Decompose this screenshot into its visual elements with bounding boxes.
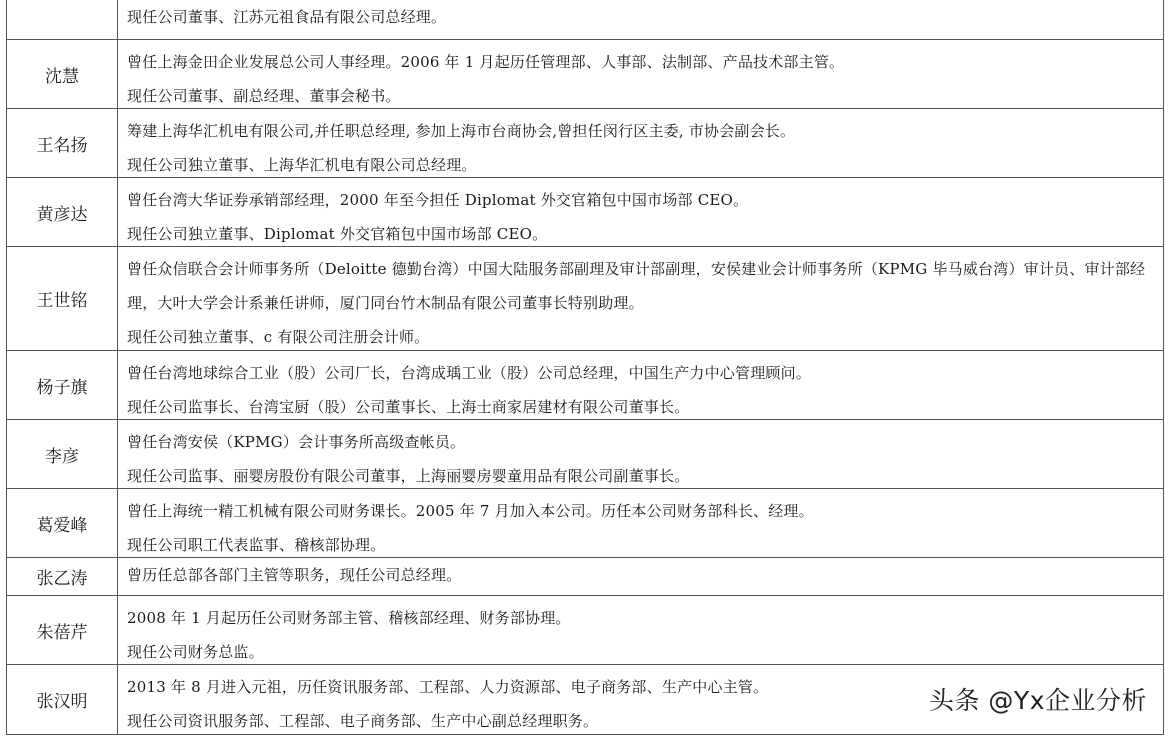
- description-cell: [118, 489, 1163, 557]
- watermark-text: 头条 @Yx企业分析: [928, 686, 1147, 715]
- table-row: [7, 40, 1163, 109]
- description-line: 现任公司监事、丽婴房股份有限公司董事，上海丽婴房婴童用品有限公司副董事长。: [127, 467, 690, 485]
- description-line: 现任公司财务总监。: [127, 643, 264, 661]
- description-line: 曾任上海统一精工机械有限公司财务课长。2005 年 7 月加入本公司。历任本公司财务部科长、经理。: [127, 502, 814, 520]
- description-cell: [118, 351, 1163, 419]
- description-line: 现任公司董事、江苏元祖食品有限公司总经理。: [127, 8, 447, 26]
- table-row: [7, 351, 1163, 420]
- table-row: [7, 247, 1163, 351]
- description-line: 曾任众信联合会计师事务所（Deloitte 德勤台湾）中国大陆服务部副理及审计部副理，安侯建业会计师事务所（KPMG 毕马威台湾）审计员、审计部经理，大叶大学会计系兼任讲师，厦门同台竹木制品有限公司董事长特别助理。: [127, 260, 1146, 312]
- description-cell: [118, 420, 1163, 488]
- description-cell: [118, 109, 1163, 177]
- name-cell: 黄彦达: [7, 178, 118, 246]
- description-cell: [118, 596, 1163, 664]
- description-cell: [118, 178, 1163, 246]
- description-line: 现任公司独立董事、上海华汇机电有限公司总经理。: [127, 156, 477, 174]
- personnel-table: [6, 0, 1164, 735]
- name-cell: 李彦: [7, 420, 118, 488]
- description-line: 筹建上海华汇机电有限公司,并任职总经理, 参加上海市台商协会,曾担任闵行区主委, 市协会副会长。: [127, 122, 796, 140]
- table-row: [7, 489, 1163, 558]
- name-cell: 张汉明: [7, 665, 118, 734]
- description-line: 曾任台湾地球综合工业（股）公司厂长，台湾成瑀工业（股）公司总经理，中国生产力中心管理顾问。: [127, 364, 812, 382]
- table-row: [7, 558, 1163, 596]
- description-cell: [118, 0, 1163, 39]
- description-line: 2013 年 8 月进入元祖，历任资讯服务部、工程部、人力资源部、电子商务部、生产中心主管。: [127, 678, 769, 696]
- name-cell: 沈慧: [7, 40, 118, 108]
- description-line: 现任公司监事长、台湾宝厨（股）公司董事长、上海士商家居建材有限公司董事长。: [127, 398, 690, 416]
- table-row: [7, 178, 1163, 247]
- description-line: 曾任台湾大华证券承销部经理，2000 年至今担任 Diplomat 外交官箱包中国市场部 CEO。: [127, 191, 749, 209]
- description-line: 现任公司资讯服务部、工程部、电子商务部、生产中心副总经理职务。: [127, 712, 599, 730]
- description-line: 曾任上海金田企业发展总公司人事经理。2006 年 1 月起历任管理部、人事部、法制部、产品技术部主管。: [127, 53, 845, 71]
- description-cell: [118, 247, 1163, 350]
- name-cell: 王世铭: [7, 247, 118, 350]
- table-row: [7, 596, 1163, 665]
- table-row: [7, 0, 1163, 40]
- description-line: 曾历任总部各部门主管等职务，现任公司总经理。: [127, 566, 462, 584]
- description-cell: [118, 40, 1163, 108]
- table-row: [7, 420, 1163, 489]
- description-line: 现任公司独立董事、Diplomat 外交官箱包中国市场部 CEO。: [127, 225, 548, 243]
- description-line: 现任公司董事、副总经理、董事会秘书。: [127, 87, 401, 105]
- name-cell: 王名扬: [7, 109, 118, 177]
- name-cell: 张乙涛: [7, 558, 118, 595]
- name-cell: 杨子旗: [7, 351, 118, 419]
- description-line: 曾任台湾安侯（KPMG）会计事务所高级查帐员。: [127, 433, 466, 451]
- description-line: 现任公司职工代表监事、稽核部协理。: [127, 536, 386, 554]
- name-cell: 葛爱峰: [7, 489, 118, 557]
- description-line: 现任公司独立董事、c 有限公司注册会计师。: [127, 328, 430, 346]
- description-cell: [118, 558, 1163, 595]
- name-cell: 朱蓓芹: [7, 596, 118, 664]
- name-cell: [7, 0, 118, 39]
- description-line: 2008 年 1 月起历任公司财务部主管、稽核部经理、财务部协理。: [127, 609, 571, 627]
- table-row: [7, 109, 1163, 178]
